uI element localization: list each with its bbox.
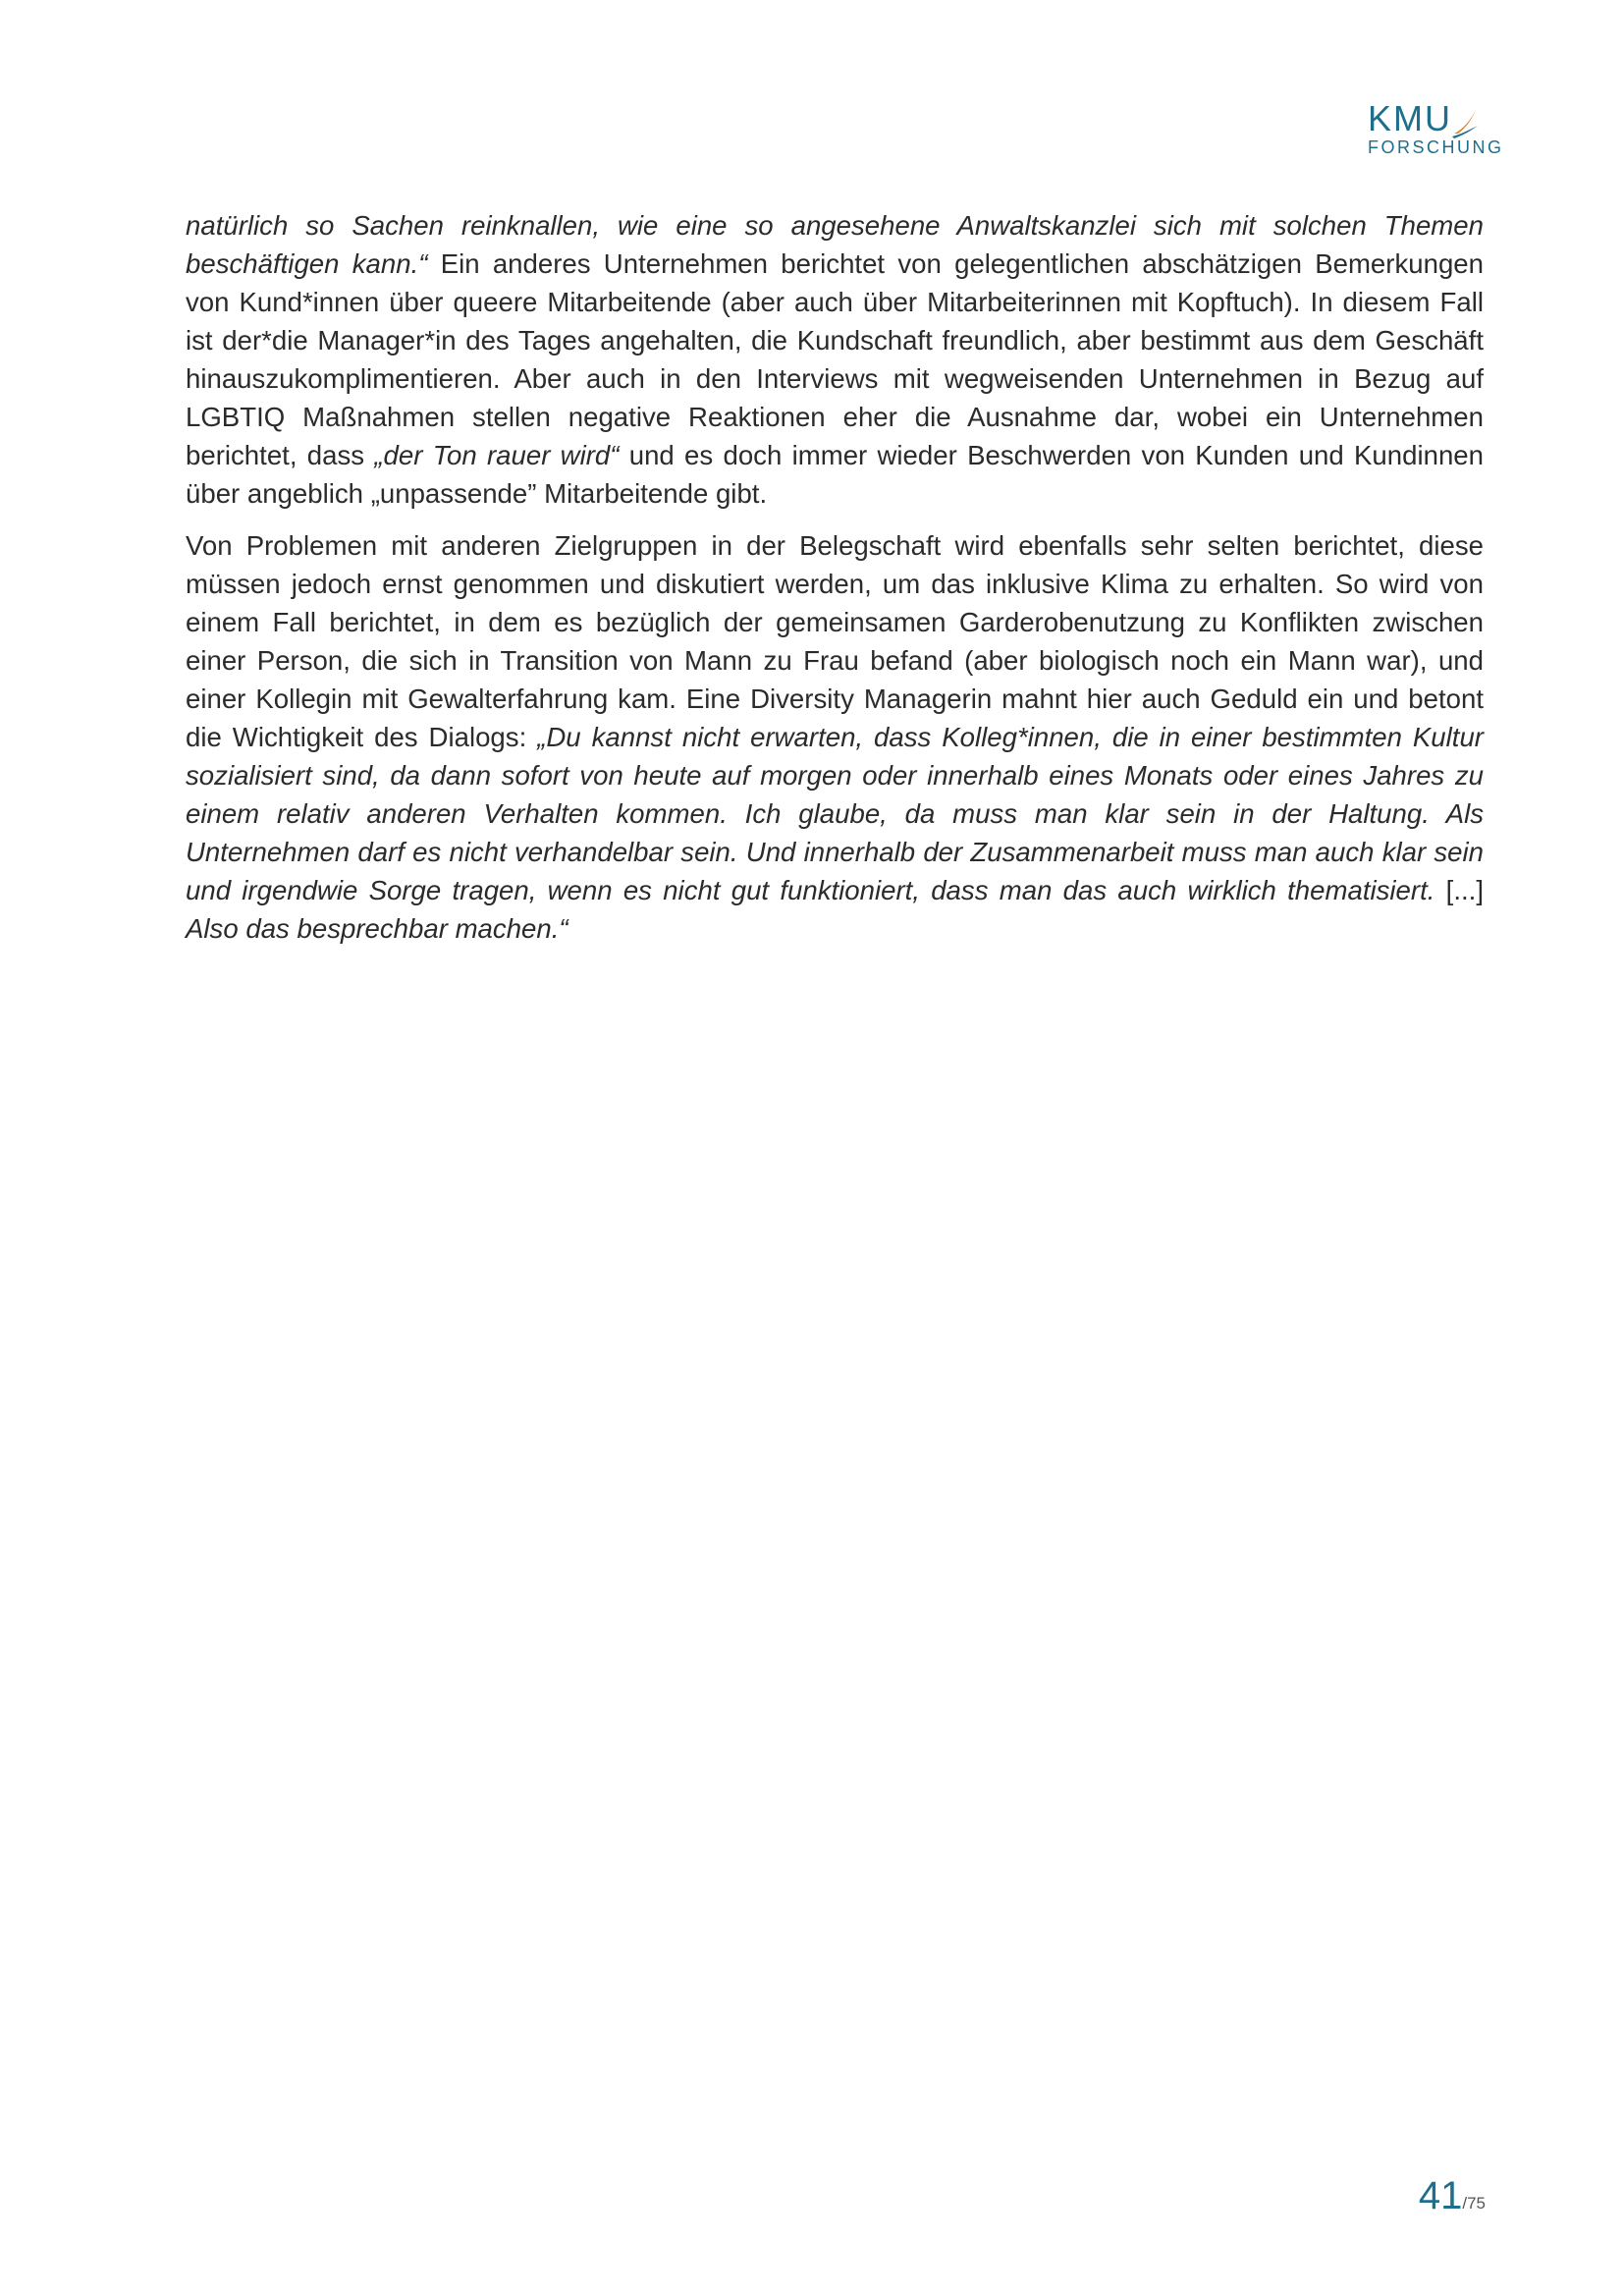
- kmu-forschung-logo: [1368, 98, 1504, 158]
- ellipsis-text: [...]: [1434, 875, 1484, 905]
- page-current: 41: [1418, 2174, 1463, 2217]
- page-number: [1419, 2174, 1486, 2218]
- body-text: und es doch immer wieder Beschwerden von Kunden und Kundinnen über angeblich „unpassende” Mitarbeitende gibt.: [186, 440, 1484, 509]
- paragraph-1: [186, 206, 1484, 513]
- document-body: [186, 206, 1484, 961]
- logo-main-text: KMU: [1368, 98, 1452, 138]
- paragraph-2: [186, 526, 1484, 948]
- body-text: Ein anderes Unternehmen berichtet von gelegentlichen abschätzigen Bemerkungen von Kund*innen über queere Mitarbeitende (aber auch über Mitarbeiterinnen mit Kopftuch). In diesem Fall ist der*die Manager*in des Tages angehalten, die Kundschaft freundlich, aber bestimmt aus dem Geschäft hinauszukomplimentieren. Aber auch in den Interviews mit wegweisenden Unternehmen in Bezug auf LGBTIQ Maßnahmen stellen negative Reaktionen eher die Ausnahme dar, wobei ein Unternehmen berichtet, dass: [186, 248, 1484, 470]
- quote-text: natürlich so Sachen reinknallen, wie eine so angesehene Anwaltskanzlei sich mit solchen Themen beschäftigen kann.“: [186, 210, 1484, 279]
- logo-swoosh-icon: [1450, 104, 1480, 139]
- quote-text: „der Ton rauer wird“: [374, 440, 620, 470]
- logo-top-row: [1368, 98, 1495, 139]
- quote-text: „Du kannst nicht erwarten, dass Kolleg*innen, die in einer bestimmten Kultur sozialisiert sind, da dann sofort von heute auf morgen oder innerhalb eines Monats oder eines Jahres zu einem relativ anderen Verhalten kommen. Ich glaube, da muss man klar sein in der Haltung. Als Unternehmen darf es nicht verhandelbar sein. Und innerhalb der Zusammenarbeit muss man auch klar sein und irgendwie Sorge tragen, wenn es nicht gut funktioniert, dass man das auch wirklich thematisiert.: [186, 722, 1484, 905]
- body-text: Von Problemen mit anderen Zielgruppen in der Belegschaft wird ebenfalls sehr selten berichtet, diese müssen jedoch ernst genommen und diskutiert werden, um das inklusive Klima zu erhalten. So wird von einem Fall berichtet, in dem es bezüglich der gemeinsamen Garderobenutzung zu Konflikten zwischen einer Person, die sich in Transition von Mann zu Frau befand (aber biologisch noch ein Mann war), und einer Kollegin mit Gewalterfahrung kam. Eine Diversity Managerin mahnt hier auch Geduld ein und betont die Wichtigkeit des Dialogs:: [186, 530, 1484, 752]
- page-total: /75: [1462, 2194, 1486, 2213]
- logo-sub-text: FORSCHUNG: [1368, 137, 1504, 157]
- quote-text: Also das besprechbar machen.“: [186, 913, 568, 944]
